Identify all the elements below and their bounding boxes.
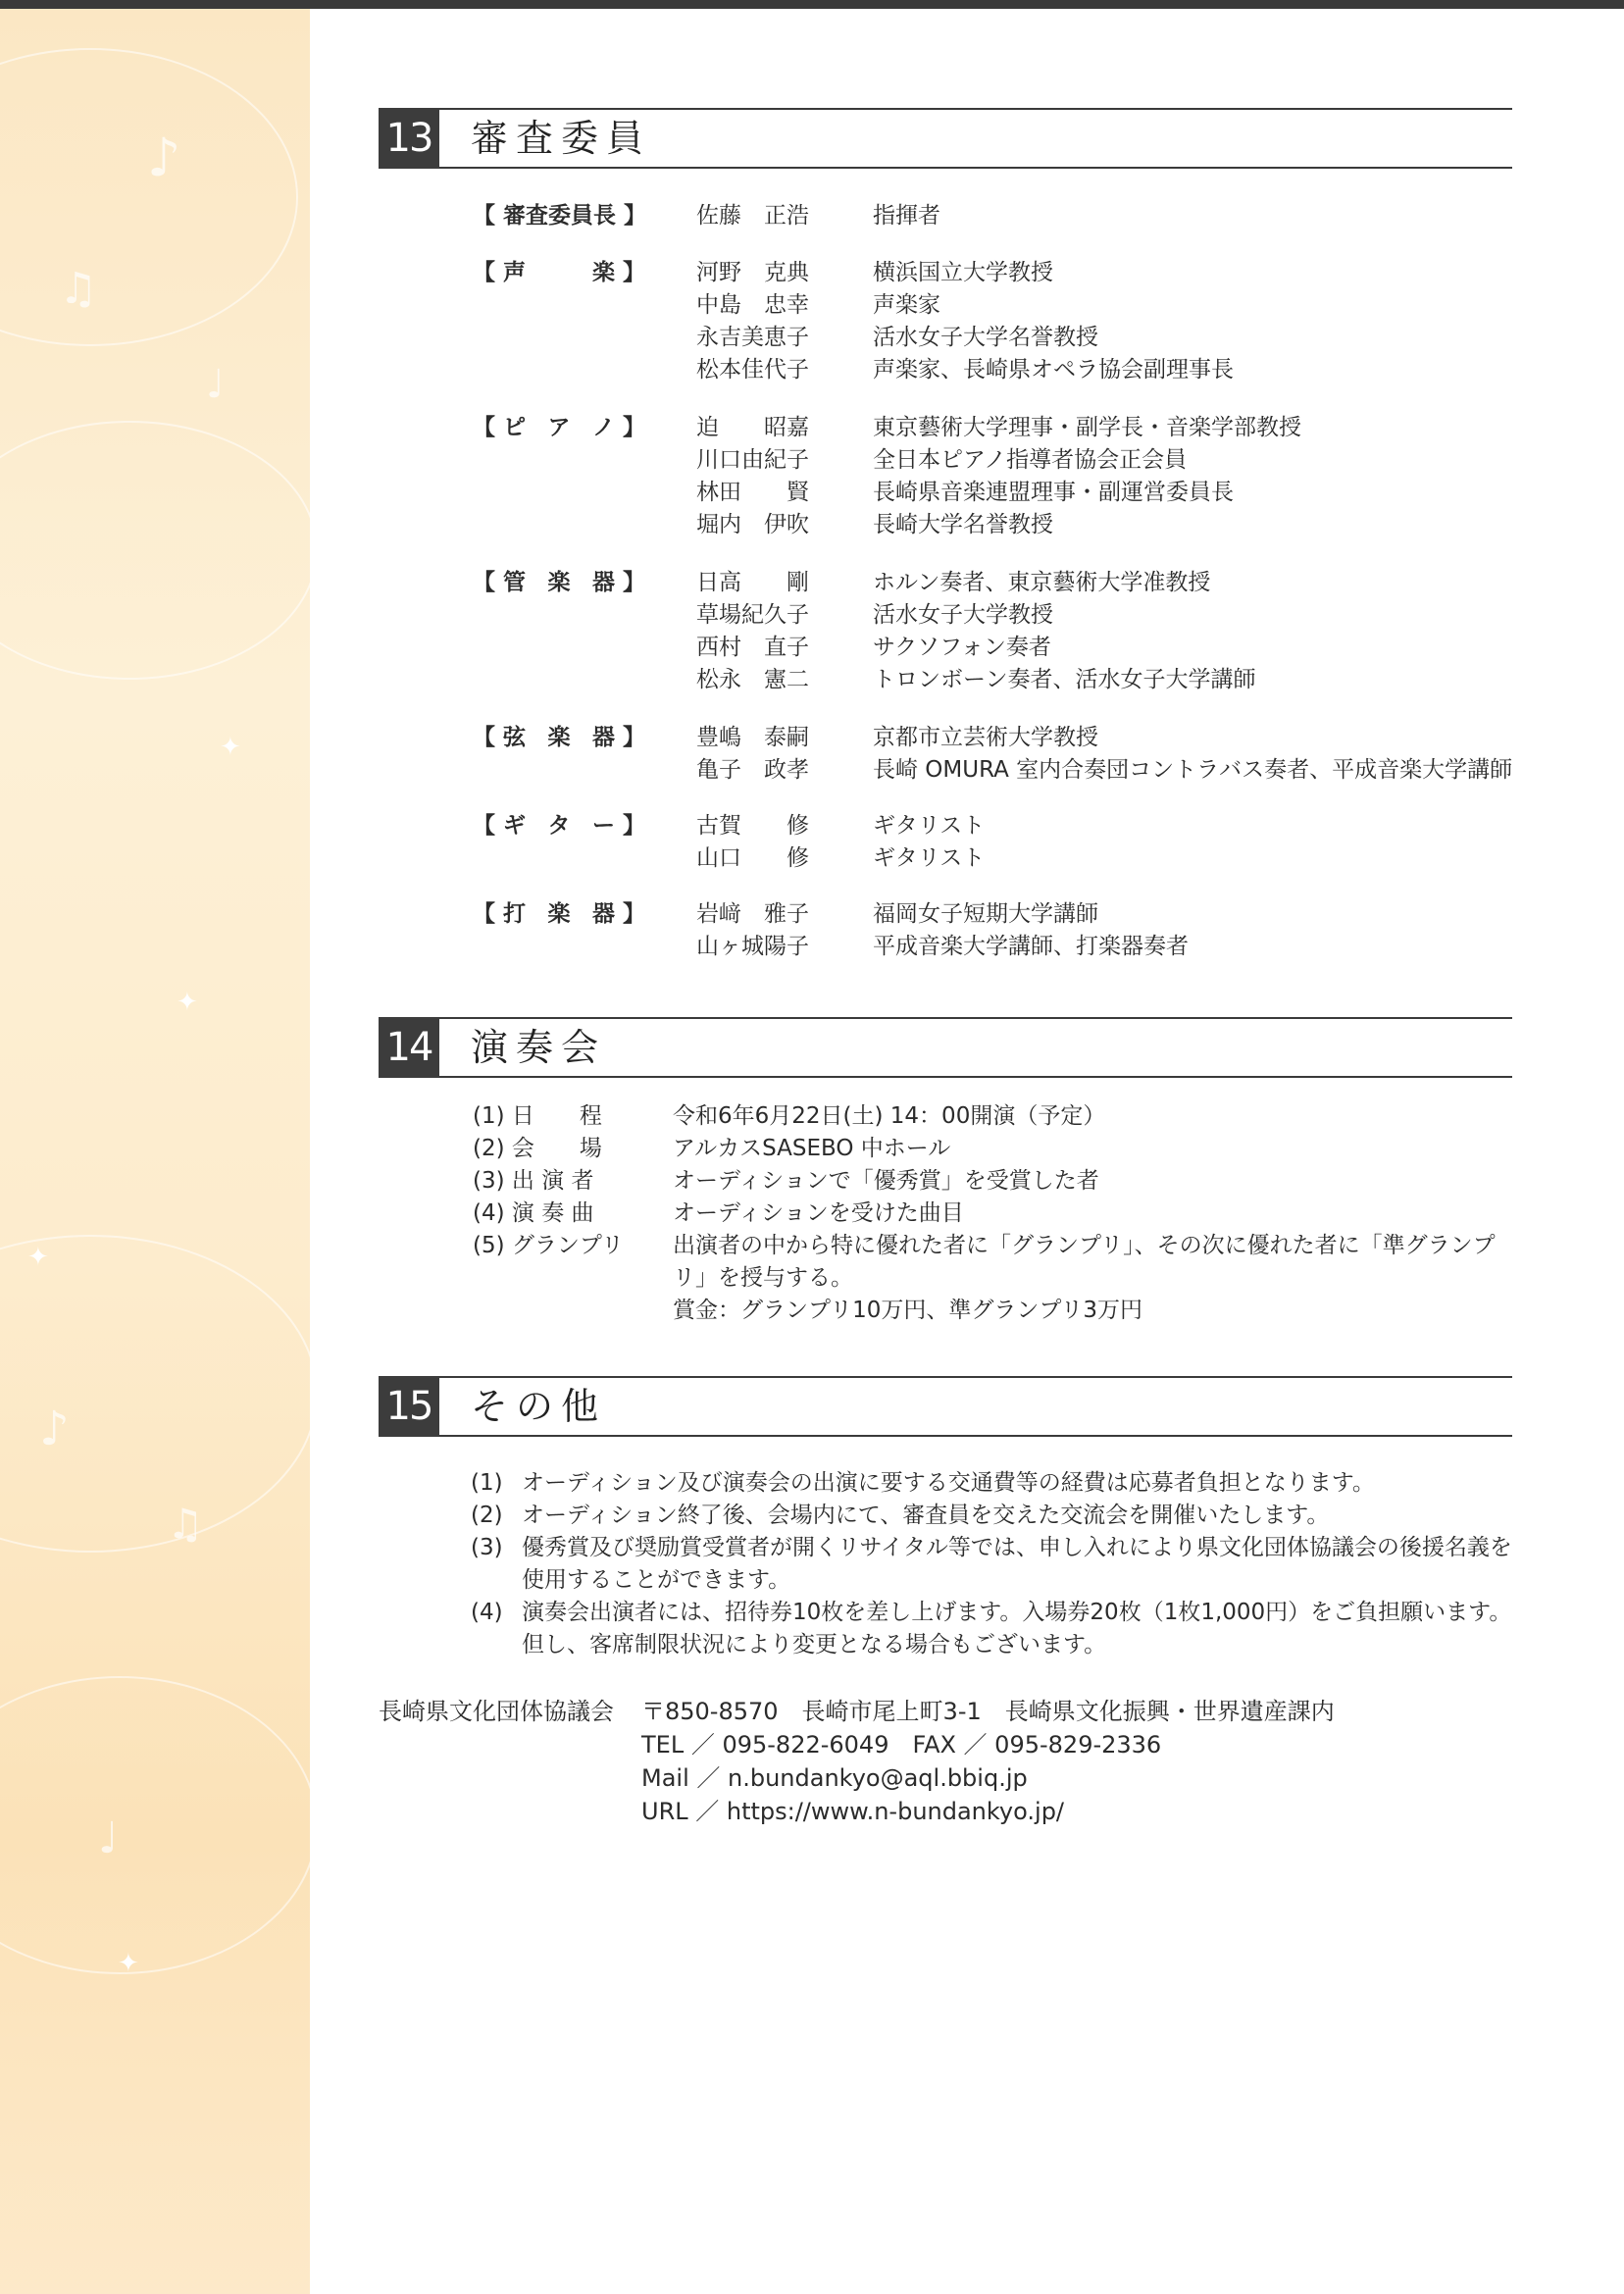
judge-name: 松本佳代子: [696, 357, 809, 382]
judge-role: ホルン奏者、東京藝術大学准教授: [873, 570, 1211, 595]
bracket: 】: [623, 415, 645, 440]
bracket: 】: [624, 203, 646, 229]
judge-category-label: 弦 楽 器: [503, 725, 615, 750]
judge-name: 河野 克典: [696, 260, 809, 285]
judge-category: [473, 810, 645, 842]
judge-category: [473, 567, 645, 599]
bracket: 】: [623, 260, 645, 285]
judge-name: 迫 昭嘉: [696, 415, 809, 440]
bracket: 】: [623, 725, 645, 750]
concert-item-label: (3) 出 演 者: [473, 1168, 594, 1194]
bracket: 】: [623, 570, 645, 595]
bracket: 【: [473, 570, 495, 595]
judge-name: 西村 直子: [696, 635, 809, 660]
concert-item-value: アルカスSASEBO 中ホール: [673, 1136, 951, 1161]
judge-name: 古賀 修: [696, 813, 809, 839]
judge-role: 福岡女子短期大学講師: [873, 901, 1098, 927]
section-15-header: [379, 1376, 1512, 1437]
contact-url[interactable]: URL ／ https://www.n-bundankyo.jp/: [641, 1798, 1065, 1825]
concert-item-label: (2) 会 場: [473, 1136, 602, 1161]
bracket: 【: [473, 813, 495, 839]
judge-name: 岩﨑 雅子: [696, 901, 809, 927]
judge-role: 指揮者: [873, 203, 940, 229]
contact-phone-fax: TEL ／ 095-822-6049 FAX ／ 095-829-2336: [641, 1731, 1162, 1759]
judge-name: 山口 修: [696, 845, 809, 871]
judge-category-label: 声 楽: [503, 260, 615, 285]
judge-role: ギタリスト: [873, 813, 986, 839]
concert-item-label: (1) 日 程: [473, 1103, 602, 1129]
judge-name: 永吉美恵子: [696, 325, 809, 350]
contact-address: 〒850-8570 長崎市尾上町3-1 長崎県文化振興・世界遺産課内: [641, 1698, 1335, 1725]
bracket: 【: [473, 725, 495, 750]
judge-name: 豊嶋 泰嗣: [696, 725, 809, 750]
judge-category: [473, 257, 645, 289]
other-item-number: (2): [471, 1503, 503, 1528]
judge-name: 堀内 伊吹: [696, 512, 809, 537]
concert-item-value: 令和6年6月22日(土) 14：00開演（予定）: [673, 1103, 1106, 1129]
section-number: 13: [379, 108, 439, 169]
judge-name: 松永 憲二: [696, 667, 809, 692]
other-item-text: オーディション及び演奏会の出演に要する交通費等の経費は応募者負担となります。: [522, 1470, 1375, 1496]
contact-organization: 長崎県文化団体協議会: [379, 1698, 614, 1725]
section-title: 演奏会: [471, 1026, 607, 1069]
section-14-header: [379, 1017, 1512, 1078]
other-item-number: (4): [471, 1600, 503, 1625]
bracket: 】: [623, 813, 645, 839]
judge-role: 横浜国立大学教授: [873, 260, 1053, 285]
judge-category-label: 打 楽 器: [503, 901, 615, 927]
bracket: 【: [473, 415, 495, 440]
bracket: 【: [473, 901, 495, 927]
judge-role: 平成音楽大学講師、打楽器奏者: [873, 934, 1189, 959]
judge-name: 川口由紀子: [696, 447, 809, 473]
judge-category-label: 管 楽 器: [503, 570, 615, 595]
judge-role: 活水女子大学名誉教授: [873, 325, 1098, 350]
judge-name: 草場紀久子: [696, 602, 809, 628]
judge-name: 亀子 政孝: [696, 757, 809, 783]
judge-category: [473, 200, 645, 232]
judge-category-label: ピ ア ノ: [503, 415, 615, 440]
bracket: 【: [473, 203, 495, 229]
judge-name: 山ヶ城陽子: [696, 934, 809, 959]
judge-role: 京都市立芸術大学教授: [873, 725, 1098, 750]
judge-role: 東京藝術大学理事・副学長・音楽学部教授: [873, 415, 1301, 440]
decorative-side-band: ♪ ♫ ♩ ♪ ♫ ♩ ✦ ✦ ✦ ✦: [0, 9, 310, 2294]
judge-role: ギタリスト: [873, 845, 986, 871]
judge-role: 長崎県音楽連盟理事・副運営委員長: [873, 480, 1234, 505]
section-number: 15: [379, 1376, 439, 1437]
concert-item-value: オーディションを受けた曲目: [673, 1200, 964, 1226]
judge-name: 日高 剛: [696, 570, 809, 595]
other-item-text: オーディション終了後、会場内にて、審査員を交えた交流会を開催いたします。: [522, 1503, 1330, 1528]
judge-name: 林田 賢: [696, 480, 809, 505]
contact-email[interactable]: Mail ／ n.bundankyo@aql.bbiq.jp: [641, 1764, 1028, 1792]
other-item-number: (1): [471, 1470, 503, 1496]
judge-category: [473, 722, 645, 754]
judge-role: 声楽家: [873, 292, 940, 318]
judge-role: 全日本ピアノ指導者協会正会員: [873, 447, 1188, 473]
judge-category: [473, 412, 645, 444]
concert-item-value: 出演者の中から特に優れた者に「グランプリ」、その次に優れた者に「準グランプリ」を授与する。: [673, 1233, 1496, 1291]
section-number: 14: [379, 1017, 439, 1078]
other-item-number: (3): [471, 1535, 503, 1560]
section-title: 審査委員: [471, 117, 652, 160]
judge-role: 長崎大学名誉教授: [873, 512, 1053, 537]
judge-role: 長崎 OMURA 室内合奏団コントラバス奏者、平成音楽大学講師: [873, 757, 1513, 783]
judge-category-label: ギ タ ー: [503, 813, 615, 839]
section-13-header: [379, 108, 1512, 169]
judge-category-label: 審査委員長: [503, 203, 616, 229]
judge-role: 声楽家、長崎県オペラ協会副理事長: [873, 357, 1234, 382]
other-item-text: 演奏会出演者には、招待券10枚を差し上げます。入場券20枚（1枚1,000円）をご負担願います。但し、客席制限状況により変更となる場合もございます。: [522, 1600, 1512, 1657]
section-title: その他: [471, 1385, 607, 1428]
bracket: 】: [623, 901, 645, 927]
judge-role: サクソフォン奏者: [873, 635, 1051, 660]
bracket: 【: [473, 260, 495, 285]
judge-category: [473, 898, 645, 931]
other-item-text: 優秀賞及び奨励賞受賞者が開くリサイタル等では、申し入れにより県文化団体協議会の後援名義を使用することができます。: [522, 1535, 1512, 1593]
concert-item-label: (4) 演 奏 曲: [473, 1200, 594, 1226]
concert-item-value: 賞金：グランプリ10万円、準グランプリ3万円: [673, 1298, 1143, 1323]
top-border: [0, 0, 1624, 9]
concert-item-label: (5) グランプリ: [473, 1233, 624, 1258]
judge-name: 中島 忠幸: [696, 292, 809, 318]
judge-name: 佐藤 正浩: [696, 203, 809, 229]
judge-role: トロンボーン奏者、活水女子大学講師: [873, 667, 1256, 692]
judge-role: 活水女子大学教授: [873, 602, 1053, 628]
concert-item-value: オーディションで「優秀賞」を受賞した者: [673, 1168, 1099, 1194]
